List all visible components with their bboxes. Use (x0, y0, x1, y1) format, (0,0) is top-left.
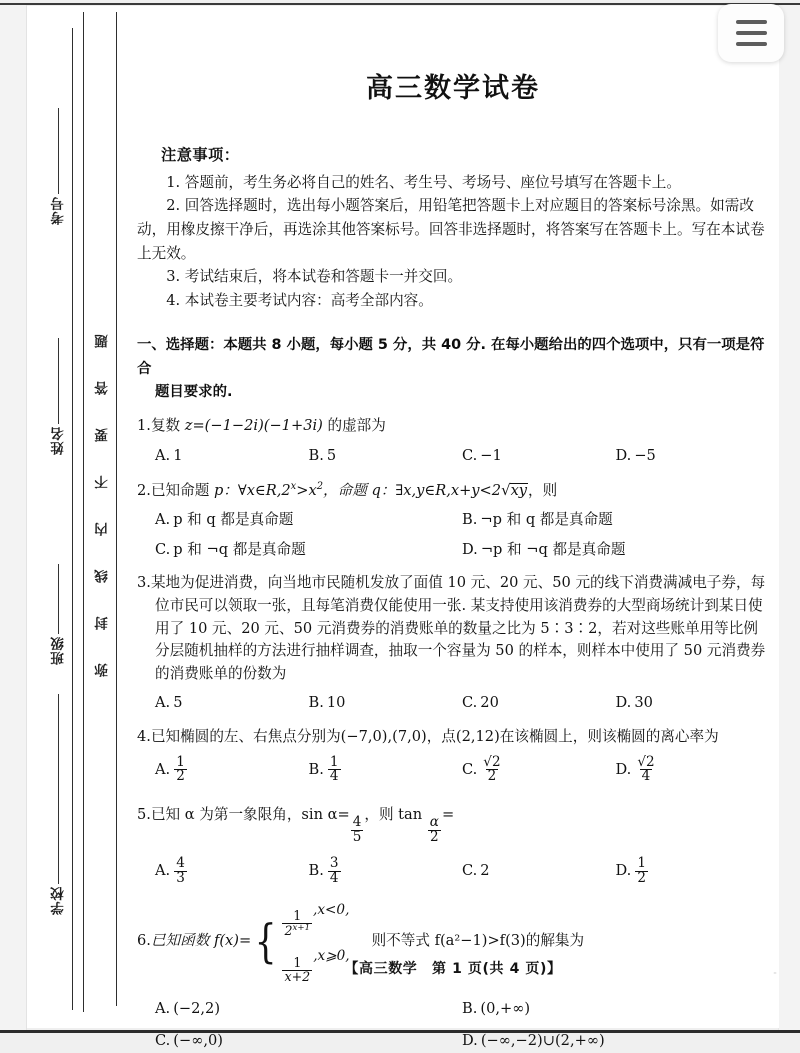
option-label: B. (462, 999, 478, 1017)
math-expression: z=(−1−2i)(−1+3i) (184, 417, 323, 435)
option-list (155, 539, 769, 562)
option-c[interactable] (155, 1030, 462, 1053)
fraction (328, 753, 341, 785)
seal-line-inner (116, 12, 117, 1006)
option-label: B. (308, 862, 324, 880)
paper-content (137, 6, 777, 1050)
seal-char: 线 (94, 567, 108, 583)
section-heading-line2: 题目要求的. (155, 384, 233, 401)
option-text: −1 (480, 447, 502, 465)
option-text: p 和 q 都是真命题 (173, 511, 294, 529)
option-c[interactable] (462, 857, 616, 886)
option-label: D. (615, 862, 632, 880)
option-c[interactable] (462, 692, 616, 715)
field-write-line (58, 338, 59, 424)
field-label: 班级 (51, 636, 67, 665)
option-label: C. (462, 694, 478, 712)
fraction (481, 753, 502, 785)
option-text: (0,+∞) (480, 999, 531, 1017)
option-d[interactable] (462, 1030, 769, 1053)
option-d[interactable] (615, 753, 770, 785)
function-definition-label: 已知函数 f(x)= (150, 932, 252, 950)
notice-item: 2. 回答选择题时，选出每小题答案后，用铅笔把答题卡上对应题目的答案标号涂黑。如需改动，用橡皮擦干净后，再选涂其他答案标号。回答非选择题时，将答案写在答题卡上。写在本试卷上无效。 (137, 197, 765, 262)
option-text: p 和 ¬q 都是真命题 (173, 540, 306, 558)
question-1 (137, 415, 769, 467)
field-write-line (58, 108, 59, 194)
option-text: ¬p 和 ¬q 都是真命题 (480, 540, 626, 558)
question-number: 2. (137, 481, 151, 499)
stem-text: 复数 (150, 417, 185, 435)
option-label: B. (308, 760, 324, 778)
left-gutter (0, 5, 27, 1030)
option-label: A. (155, 694, 171, 712)
question-4 (137, 726, 769, 784)
question-stem (137, 726, 769, 749)
option-label: D. (615, 447, 632, 465)
branch-condition: ,x<0, (313, 901, 350, 918)
question-number: 5. (137, 806, 151, 824)
numerator: 1 (329, 753, 339, 770)
question-5 (137, 804, 769, 885)
stem-text: 已知 α 为第一象限角，sin α= (150, 806, 350, 824)
option-label: D. (615, 694, 632, 712)
field-label: 学校 (51, 886, 67, 915)
option-a[interactable] (155, 509, 462, 532)
numerator: 1 (293, 954, 302, 970)
option-label: B. (308, 694, 324, 712)
fraction (428, 816, 441, 845)
stem-text: = (441, 806, 455, 824)
denominator: 2 (430, 829, 439, 846)
numerator: 4 (176, 855, 185, 872)
seal-char: 封 (94, 614, 108, 630)
hamburger-icon (736, 31, 767, 35)
fraction (351, 816, 364, 845)
stem-line: 例分层随机抽样的方法进行抽样调查，抽取一个容量为 50 的样本，则样本中使用了 50 元消 (155, 619, 758, 660)
denominator: 5 (352, 829, 362, 846)
question-number: 3. (137, 574, 151, 592)
field-school[interactable] (45, 886, 73, 919)
notice-heading: 注意事项： (161, 146, 240, 164)
option-d[interactable] (616, 445, 770, 468)
option-text: (−∞,−2)∪(2,+∞) (480, 1032, 605, 1050)
option-label: B. (462, 511, 478, 529)
math-expression: >x (296, 481, 317, 499)
option-b[interactable] (309, 445, 463, 468)
option-list (155, 998, 769, 1021)
left-brace: { (254, 914, 277, 969)
seal-char: 答 (94, 379, 108, 395)
right-gutter (778, 5, 800, 1030)
option-list (155, 1030, 769, 1053)
option-text: −5 (634, 447, 656, 465)
section-heading (137, 334, 769, 404)
field-label: 考号 (51, 196, 67, 225)
branch-condition: ,x⩾0, (313, 948, 350, 965)
radicand: xy (510, 481, 528, 499)
option-d[interactable] (462, 539, 769, 562)
option-list (155, 692, 769, 715)
question-3 (137, 572, 769, 715)
stem-text (137, 930, 251, 953)
denominator: 4 (641, 768, 651, 785)
option-b[interactable] (462, 509, 769, 532)
seal-char: 要 (94, 426, 108, 442)
denominator: 2 (487, 768, 497, 785)
field-label: 姓名 (51, 426, 67, 455)
notice-block (137, 143, 769, 312)
option-text: 10 (326, 694, 346, 712)
stem-text: ，则 (528, 481, 558, 499)
page-title: 高三数学试卷 (366, 73, 540, 104)
numerator: √2 (637, 753, 655, 770)
stem-line: 费券的消费账单的份数为 (155, 642, 766, 682)
exam-paper-page (27, 6, 779, 1050)
stem-line: 日使用了 10 元、20 元、50 元消费券的消费账单的数量之比为 5∶3∶2，若对这些账单用等比 (155, 596, 763, 637)
option-label: D. (462, 540, 478, 558)
option-a[interactable] (155, 692, 309, 715)
option-label: A. (155, 447, 171, 465)
option-label: D. (462, 1032, 478, 1050)
option-text: (−2,2) (173, 999, 221, 1017)
top-divider (0, 3, 800, 5)
math-exponent: x (290, 480, 297, 492)
option-label: B. (308, 447, 324, 465)
stem-text: 已知命题 (150, 481, 214, 499)
question-stem (137, 804, 769, 845)
option-label: C. (155, 540, 171, 558)
option-a[interactable] (155, 445, 309, 468)
numerator: 3 (329, 855, 339, 872)
option-label: C. (155, 1032, 171, 1050)
notice-item: 1. 答题前，考生务必将自己的姓名、考生号、考场号、座位号填写在答题卡上。 (166, 173, 681, 191)
numerator: 1 (293, 908, 302, 924)
notice-item: 4. 本试卷主要考试内容：高考全部内容。 (166, 291, 433, 309)
math-exponent: 2 (316, 480, 324, 492)
math-exponent: x+1 (292, 923, 311, 934)
question-2 (137, 479, 769, 562)
question-number: 6. (137, 932, 151, 950)
fraction (174, 857, 187, 886)
stem-line: 位市民可以领取一张，且每笔消费仅能使用一张. 某支持使用该消费券的大型商场统计到某 (155, 596, 734, 614)
numerator: 1 (637, 855, 646, 872)
option-list (155, 445, 769, 468)
radical-sign: √ (501, 480, 511, 499)
field-write-line (58, 694, 59, 884)
fraction (635, 753, 656, 785)
question-stem (137, 572, 769, 685)
stem-text: ，则 tan (364, 806, 427, 824)
numerator: α (429, 814, 439, 831)
fraction (328, 857, 341, 886)
denominator: x+2 (284, 968, 311, 984)
math-expression: ，命题 q：∃x,y∈R,x+y<2 (323, 481, 502, 499)
option-text: ¬p 和 q 都是真命题 (480, 511, 613, 529)
square-root (501, 480, 528, 499)
option-a[interactable] (155, 998, 462, 1021)
denominator: 2 (637, 869, 646, 886)
option-c[interactable] (155, 539, 462, 562)
stem-line: 某地为促进消费，向当地市民随机发放了面值 10 元、20 元、50 元的线下消费满减电子券，每 (150, 574, 766, 592)
field-write-line (58, 564, 59, 634)
option-label: C. (462, 760, 478, 778)
denominator: $2^{x+1}$ (284, 923, 311, 939)
option-c[interactable] (462, 445, 616, 468)
math-expression: p：∀x∈R,2 (213, 481, 291, 499)
question-number: 1. (137, 417, 151, 435)
option-c[interactable] (462, 753, 616, 785)
section-heading-line1: 一、选择题：本题共 8 小题，每小题 5 分，共 40 分. 在每小题给出的四个选项中，只有一项是符合 (137, 337, 765, 377)
fraction (282, 910, 312, 938)
seal-line-middle (83, 12, 84, 1012)
option-list (155, 753, 769, 785)
option-b[interactable] (309, 692, 463, 715)
question-stem (137, 479, 769, 502)
stem-tail-text: 则不等式 f(a²−1)>f(3)的解集为 (371, 932, 585, 950)
denominator: 3 (176, 869, 185, 886)
page-footer: 【高三数学 第 1 页(共 4 页)】 (344, 961, 562, 977)
option-label: C. (462, 862, 478, 880)
option-d[interactable] (616, 692, 770, 715)
option-label: A. (155, 862, 171, 880)
option-text: 1 (173, 447, 183, 465)
option-a[interactable] (155, 753, 309, 785)
option-b[interactable] (308, 753, 463, 785)
option-text: 5 (173, 694, 183, 712)
option-label: A. (155, 999, 171, 1017)
option-a[interactable] (155, 857, 309, 886)
numerator: √2 (483, 753, 501, 770)
stem-text: 的虚部为 (322, 417, 386, 435)
seal-char: 内 (94, 520, 108, 536)
seal-char: 弥 (94, 661, 108, 677)
field-class[interactable] (45, 636, 73, 669)
denominator: 4 (329, 869, 339, 886)
fraction (635, 857, 648, 886)
scan-artifact-mark: ·· (773, 969, 777, 978)
option-label: C. (462, 447, 478, 465)
option-label: A. (155, 511, 171, 529)
question-stem (137, 415, 769, 438)
option-text: (−∞,0) (173, 1032, 223, 1050)
seal-char: 不 (94, 473, 108, 489)
option-label: D. (615, 760, 632, 778)
hamburger-icon (736, 20, 767, 24)
notice-item: 3. 考试结束后，将本试卷和答题卡一并交回。 (166, 268, 463, 286)
option-list (155, 509, 769, 532)
denominator: 2 (176, 768, 185, 785)
seal-char: 题 (94, 332, 108, 348)
numerator: 4 (352, 814, 362, 831)
seal-line-outer (72, 28, 73, 1010)
fraction (174, 753, 187, 785)
option-list (155, 857, 769, 886)
option-label: A. (155, 760, 171, 778)
option-text: 2 (480, 862, 490, 880)
option-b[interactable] (309, 857, 463, 886)
question-number: 4. (137, 728, 151, 746)
field-name[interactable] (45, 426, 73, 459)
field-exam-number[interactable] (45, 196, 73, 229)
denominator: 4 (329, 768, 339, 785)
stem-text: 已知椭圆的左、右焦点分别为(−7,0),(7,0)，点(2,12)在该椭圆上，则该椭圆的离心率为 (150, 728, 719, 746)
hamburger-icon (736, 42, 767, 46)
hamburger-menu-button[interactable] (718, 4, 784, 62)
option-b[interactable] (462, 998, 769, 1021)
piecewise-branch-1 (281, 900, 349, 939)
numerator: 1 (176, 753, 185, 770)
option-d[interactable] (616, 857, 770, 886)
option-text: 30 (634, 694, 653, 712)
option-text: 20 (480, 694, 499, 712)
option-text: 5 (326, 447, 337, 465)
